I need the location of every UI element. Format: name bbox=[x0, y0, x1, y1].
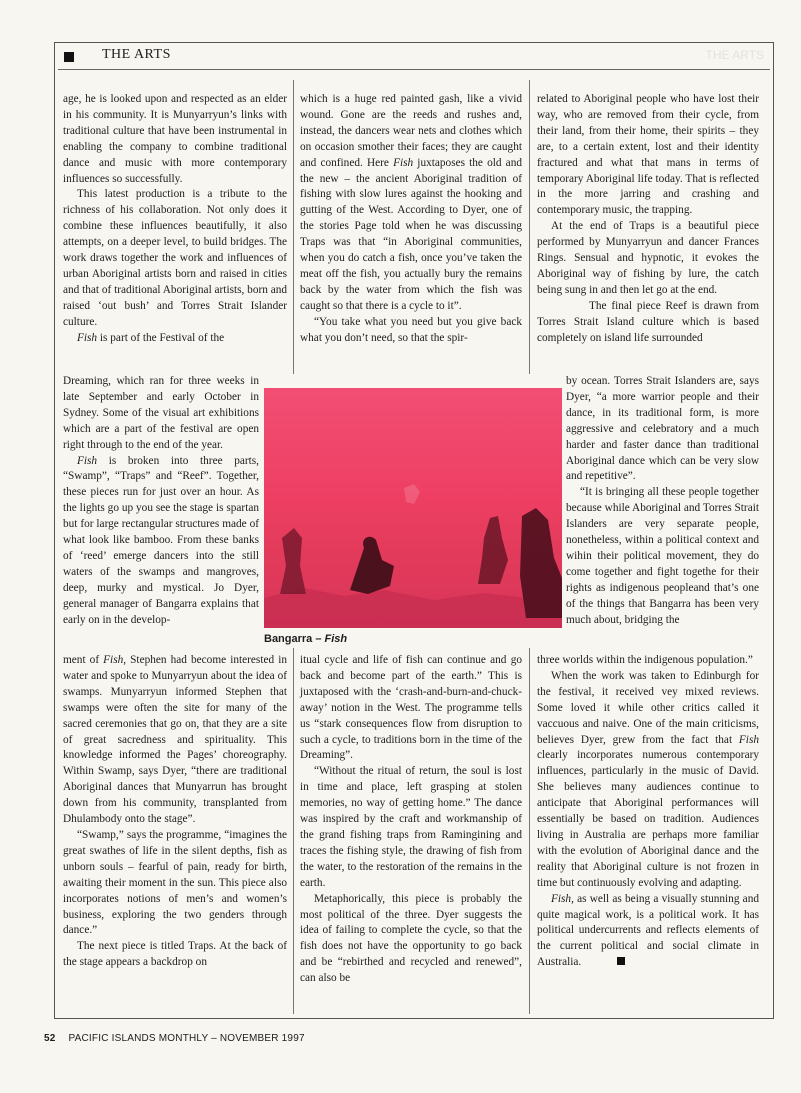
paragraph-text: is broken into three parts, “Swamp”, “Traps” and “Reef”. Together, these pieces run for just over an hour. As the lights go up you see the stage is spartan but for large rectangular structures made of what look like bamboo. From these banks of ‘reed’ emerge dancers into the still waters of the swamps and mangroves, deep, murky and mystical. Jo Dyer, general manager of Bangarra explains that early on in the develop- bbox=[63, 454, 259, 626]
bleed-through-text: THE ARTS bbox=[705, 48, 764, 62]
paragraph bbox=[63, 454, 259, 629]
end-mark-icon bbox=[617, 957, 625, 965]
dance-photo bbox=[264, 388, 562, 628]
paragraph-text: juxtaposes the old and the new – the ancient Aboriginal tradition of fishing with slow lures against the hooking and gutting of the West. According to Dyer, one of the stories Page told when he was discussing Traps was that “in Aboriginal communities, when you do catch a fish, once you’ve taken the meat off the fish, you actually bury the remains back by the water from which the fish was caught so that there is a cycle to it”. bbox=[300, 156, 522, 312]
paragraph: “You take what you need but you give back what you don’t need, so that the spir- bbox=[300, 315, 522, 344]
header-square-icon bbox=[64, 52, 74, 62]
paragraph: by ocean. Torres Strait Islanders are, says Dyer, “a more warrior people and their dance, in its traditional form, is more aggressive and celebratory and a much harder and faster dance than traditional Aboriginal dance which can be very slow and repetitive”. bbox=[566, 375, 759, 483]
column-rule bbox=[529, 648, 530, 1014]
article-column-1-wrap bbox=[63, 374, 259, 629]
paragraph bbox=[300, 92, 522, 315]
article-column-1-lower bbox=[63, 653, 287, 971]
paragraph: three worlds within the indigenous population.” bbox=[537, 654, 753, 666]
paragraph: age, he is looked upon and respected as an elder in his community. It is Munyarryun’s links with traditional culture that have been instrumental in enabling the company to combine traditional dance and music with more contemporary influences so successfully. bbox=[63, 93, 287, 185]
paragraph-text: ment of bbox=[63, 654, 104, 666]
paragraph: “It is bringing all these people together because while Aboriginal and Torres Strait Islanders are very separate people, nonetheless, within a political context and wihin their political movement, they do come together and fight togethe for their rights as indigenous peopleand that’s one of the things that Bangarra has been very much about, bridging the bbox=[566, 486, 759, 626]
paragraph-text: is part of the Festival of the bbox=[97, 331, 225, 344]
section-title: THE ARTS bbox=[102, 47, 171, 62]
article-column-2 bbox=[300, 92, 522, 347]
header-rule bbox=[58, 69, 770, 70]
title-italic: Fish bbox=[77, 454, 98, 467]
paragraph bbox=[63, 653, 287, 828]
paragraph: Dreaming, which ran for three weeks in late September and early October in Sydney. Some of the visual art exhibitions which are a part of the festival are open right through to the end of the year. bbox=[63, 375, 259, 451]
paragraph: “Swamp,” says the programme, “imagines the great swathes of life in the silent depths, fish as unborn souls – fearful of pain, ready for birth, awaiting their moment in the sun. This piece also incorporates notions of men’s and women’s business, exploring the two genders through dance.” bbox=[63, 828, 287, 937]
photo-silhouettes bbox=[264, 388, 562, 628]
paragraph bbox=[63, 331, 287, 347]
title-italic: Fish bbox=[393, 156, 414, 169]
section-header bbox=[58, 44, 770, 70]
column-rule bbox=[529, 80, 530, 374]
article-column-3-lower bbox=[537, 653, 759, 971]
paragraph bbox=[537, 669, 759, 892]
page-footer bbox=[44, 1033, 305, 1044]
title-italic: Fish bbox=[738, 733, 759, 746]
paragraph: The next piece is titled Traps. At the back of the stage appears a backdrop on bbox=[63, 940, 287, 969]
paragraph-text: , Stephen had become interested in water and spoke to Munyarryun about the idea of swamps. Munyarryun informed Stephen that swamps were often the site for many of the sacred ceremonies that go on, that they are a site of great sacredness and spirituality. This knowledge informed the Pages’ choreography. Within Swamp, says Dyer, “there are traditional Aboriginal dances that Munyarrun has brought down from his community, transplanted from Dhulambody onto the stage”. bbox=[63, 654, 287, 826]
title-italic: Fish bbox=[77, 331, 98, 344]
paragraph-text: , as well as being a visually stunning and quite magical work, is a political work. It has political undercurrents and reflects elements of the current political and social climate in Australia. bbox=[537, 892, 759, 969]
article-column-2-lower bbox=[300, 653, 522, 987]
paragraph: Metaphorically, this piece is probably the most political of the three. Dyer suggests the idea of failing to complete the cycle, so that the fish does not have the opportunity to go back and be “rebirthed and recycled and renewed”, can also be bbox=[300, 892, 522, 985]
article-column-3-wrap bbox=[566, 374, 759, 629]
column-rule bbox=[293, 80, 294, 374]
paragraph: “Without the ritual of return, the soul is lost in time and place, left grasping at stolen memories, no way of getting home.” The dance was inspired by the craft and workmanship of the grand fishing traps from Ramingining and traces the fishing style, the drawing of fish from the water, to the restoration of the remains in the earth. bbox=[300, 765, 522, 889]
caption-title: Fish bbox=[324, 633, 348, 645]
paragraph: related to Aboriginal people who have lost their way, who are removed from their cycle, from their land, from their home, their spirits – they are, to a certain extent, lost and their identity fractured and what that mans in terms of temporary Aboriginal life today. That is reflected in the more jarring and crashing and contemporary music, the trapping. bbox=[537, 93, 759, 217]
paragraph bbox=[537, 892, 759, 972]
paragraph: This latest production is a tribute to the richness of his collaboration. Not only does it combine these influences beautifully, it also attempts, on a deeper level, to build bridges. The work draws together the work and influences of urban Aboriginal artists born and raised in cities and that of traditional Aboriginal artists, born and raised ‘out bush’ and Torres Strait Islander culture. bbox=[63, 188, 288, 328]
paragraph-text: When the work was taken to Edinburgh for the festival, it received vey mixed reviews. Some loved it while other critics called it vaccuous and naive. One of the main criticisms, believes Dyer, grew from the fact that bbox=[537, 669, 759, 746]
caption-company: Bangarra – bbox=[264, 633, 325, 645]
title-italic: Fish bbox=[551, 892, 572, 905]
photo-caption bbox=[264, 633, 347, 645]
column-rule bbox=[293, 648, 294, 1014]
paragraph: The final piece Reef is drawn from Torres Strait Island culture which is based completely on island life surrounded bbox=[537, 299, 759, 344]
publication-line: PACIFIC ISLANDS MONTHLY – NOVEMBER 1997 bbox=[68, 1033, 305, 1044]
page-number: 52 bbox=[44, 1033, 56, 1044]
article-column-1 bbox=[63, 92, 287, 347]
article-column-3 bbox=[537, 92, 759, 347]
paragraph-text: which is a huge red painted gash, like a vivid wound. Gone are the reeds and rushes and, instead, the dancers wear nets and clothes which on occasion smother their faces; they are caught and confined. Here bbox=[300, 93, 522, 169]
paragraph: itual cycle and life of fish can continue and go back and become part of the earth.” This is juxtaposed with the ‘crash-and-burn-and-chuck-away’ notion in the West. The programme tells us “stark consequences flow from disruption to such a cycle, to traditions born in the time of the Dreaming”. bbox=[300, 654, 522, 762]
paragraph-text: clearly incorporates numerous contemporary influences, particularly in the music of David. She believes many audiences continue to anticipate that Aboriginal performances will essentially be based on tradition. Audiences living in Australia are perhaps more familiar with the evolution of Aboriginal dance and the reality that Aboriginal culture is not frozen in time but continuously evolving and adapting. bbox=[537, 749, 759, 889]
paragraph: At the end of Traps is a beautiful piece performed by Munyarryun and dancer Frances Rings. Sensual and hypnotic, it evokes the Aboriginal way of fishing by lure, the catch being sung in and then let go at the end. bbox=[537, 220, 759, 296]
title-italic: Fish bbox=[103, 654, 124, 666]
